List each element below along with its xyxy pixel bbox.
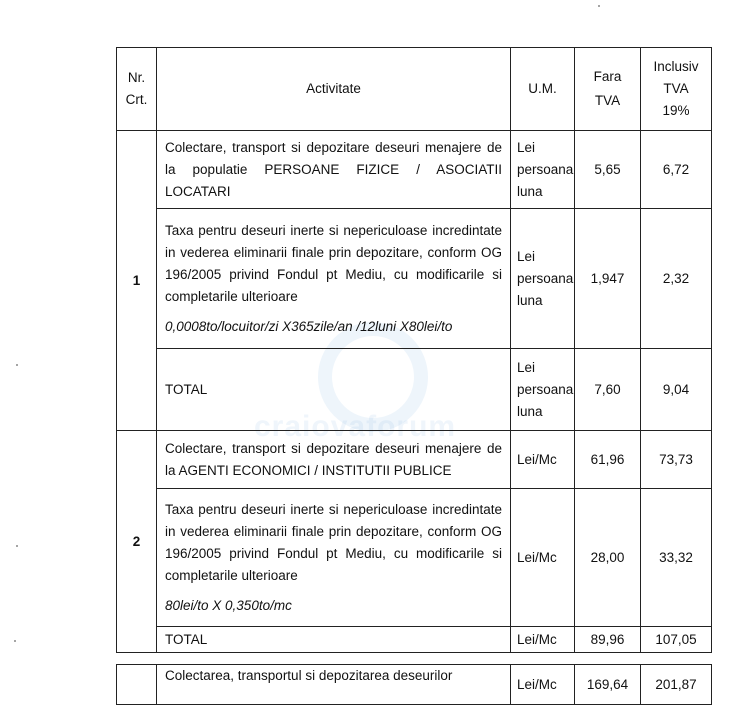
row-number: 2 [117, 431, 157, 653]
row-number: 1 [117, 131, 157, 431]
table-row-total [117, 627, 712, 653]
activity-cell: Colectare, transport si depozitare deseuri menajere de la populatie PERSOANE FIZICE / ASOCIATII LOCATARI [157, 131, 511, 209]
activity-formula: 80lei/to X 0,350to/mc [165, 597, 292, 613]
scan-speck [14, 640, 16, 642]
price-inclusiv-tva: 6,72 [641, 131, 712, 209]
activity-cell: TOTAL [157, 349, 511, 431]
unit-cell: Lei/Mc [511, 665, 575, 705]
activity-cell: Colectare, transport si depozitare deseuri menajere de la AGENTI ECONOMICI / INSTITUTII PUBLICE [157, 431, 511, 489]
price-inclusiv-tva: 73,73 [641, 431, 712, 489]
watermark-text: craiovaforum [254, 410, 457, 443]
price-fara-tva: 89,96 [575, 627, 641, 653]
price-inclusiv-tva: 201,87 [641, 665, 712, 705]
table-row [117, 665, 712, 705]
activity-text: Taxa pentru deseuri inerte si nepericuloase incredintate in vederea eliminarii finale prin depozitare, conform OG 196/2005 privind Fondul pt Mediu, cu modificarile si completarile ulterioare [165, 501, 502, 583]
row-gap [117, 653, 712, 665]
table-row [117, 489, 712, 627]
tariff-table [116, 47, 712, 705]
unit-cell: Lei/Mc [511, 431, 575, 489]
scan-speck [16, 545, 18, 547]
price-inclusiv-tva: 2,32 [641, 209, 712, 349]
activity-cell: Colectarea, transportul si depozitarea deseurilor [157, 665, 511, 705]
table-row [117, 131, 712, 209]
unit-cell: Lei persoana luna [511, 209, 575, 349]
scan-speck [598, 5, 600, 7]
header-inclusiv-tva: Inclusiv TVA 19% [641, 48, 712, 131]
activity-text: Taxa pentru deseuri inerte si nepericuloase incredintate in vederea eliminarii finale prin depozitare, conform OG 196/2005 privind Fondul pt Mediu, cu modificarile si completarile ulterioare [165, 222, 502, 304]
table-header-row [117, 48, 712, 131]
price-fara-tva: 169,64 [575, 665, 641, 705]
price-fara-tva: 61,96 [575, 431, 641, 489]
price-fara-tva: 5,65 [575, 131, 641, 209]
table-row [117, 209, 712, 349]
activity-formula: 0,0008to/locuitor/zi X365zile/an /12luni X80lei/to [165, 318, 453, 334]
price-inclusiv-tva: 33,32 [641, 489, 712, 627]
price-inclusiv-tva: 107,05 [641, 627, 712, 653]
header-activitate: Activitate [157, 48, 511, 131]
price-inclusiv-tva: 9,04 [641, 349, 712, 431]
activity-cell [157, 209, 511, 349]
activity-cell: TOTAL [157, 627, 511, 653]
unit-cell: Lei persoana luna [511, 349, 575, 431]
unit-cell: Lei/Mc [511, 627, 575, 653]
header-nr: Nr. Crt. [117, 48, 157, 131]
activity-cell [157, 489, 511, 627]
scan-speck [16, 364, 18, 366]
header-um: U.M. [511, 48, 575, 131]
price-fara-tva: 1,947 [575, 209, 641, 349]
price-fara-tva: 28,00 [575, 489, 641, 627]
unit-cell: Lei persoana luna [511, 131, 575, 209]
header-fara-tva: Fara TVA [575, 48, 641, 131]
table-row [117, 431, 712, 489]
row-number [117, 665, 157, 705]
unit-cell: Lei/Mc [511, 489, 575, 627]
price-fara-tva: 7,60 [575, 349, 641, 431]
table-row-total [117, 349, 712, 431]
